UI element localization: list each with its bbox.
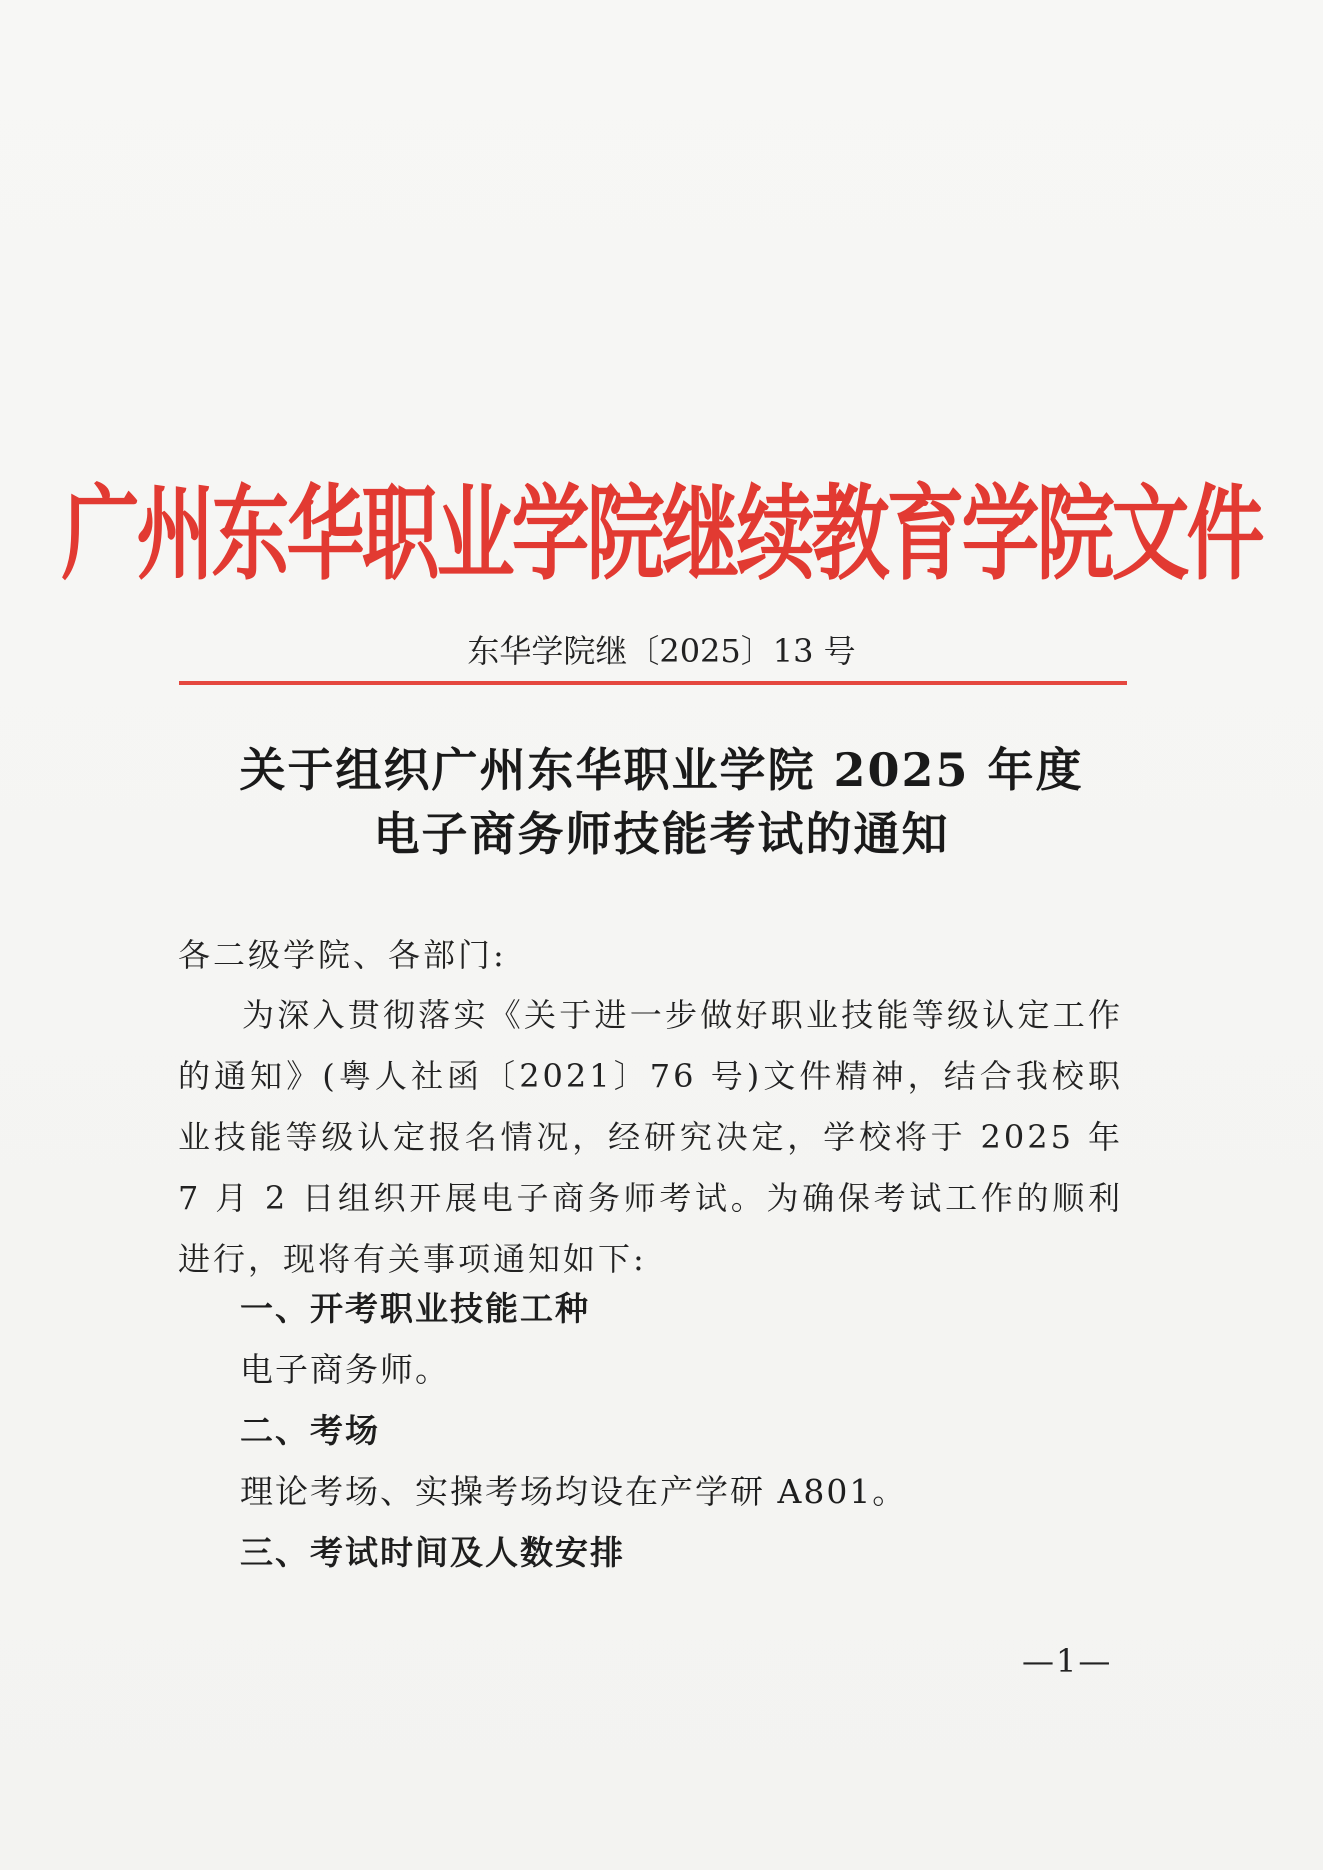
title-line-2: 电子商务师技能考试的通知 xyxy=(373,807,950,861)
document-masthead: 广州东华职业学院继续教育学院文件 xyxy=(61,475,1262,595)
red-divider-rule xyxy=(179,681,1127,685)
section-2-heading: 二、考场 xyxy=(240,1411,380,1450)
body-paragraph: 为深入贯彻落实《关于进一步做好职业技能等级认定工作的通知》(粤人社函〔2021〕76 号)文件精神，结合我校职业技能等级认定报名情况，经研究决定，学校将于 2025 年 7 月 2 日组织开展电子商务师考试。为确保考试工作的顺利进行，现将有关事项通知如下: xyxy=(178,996,1123,1278)
title-line-1: 关于组织广州东华职业学院 2025 年度 xyxy=(239,743,1084,797)
section-3-heading: 三、考试时间及人数安排 xyxy=(240,1533,625,1572)
section-2-text: 理论考场、实操考场均设在产学研 A801。 xyxy=(240,1472,908,1511)
notice-title xyxy=(0,738,1323,866)
salutation: 各二级学院、各部门: xyxy=(178,936,507,974)
page-number: —1— xyxy=(1022,1642,1113,1680)
document-number: 东华学院继〔2025〕13 号 xyxy=(467,632,856,670)
section-1-text: 电子商务师。 xyxy=(240,1350,450,1389)
section-1-heading: 一、开考职业技能工种 xyxy=(240,1289,590,1328)
